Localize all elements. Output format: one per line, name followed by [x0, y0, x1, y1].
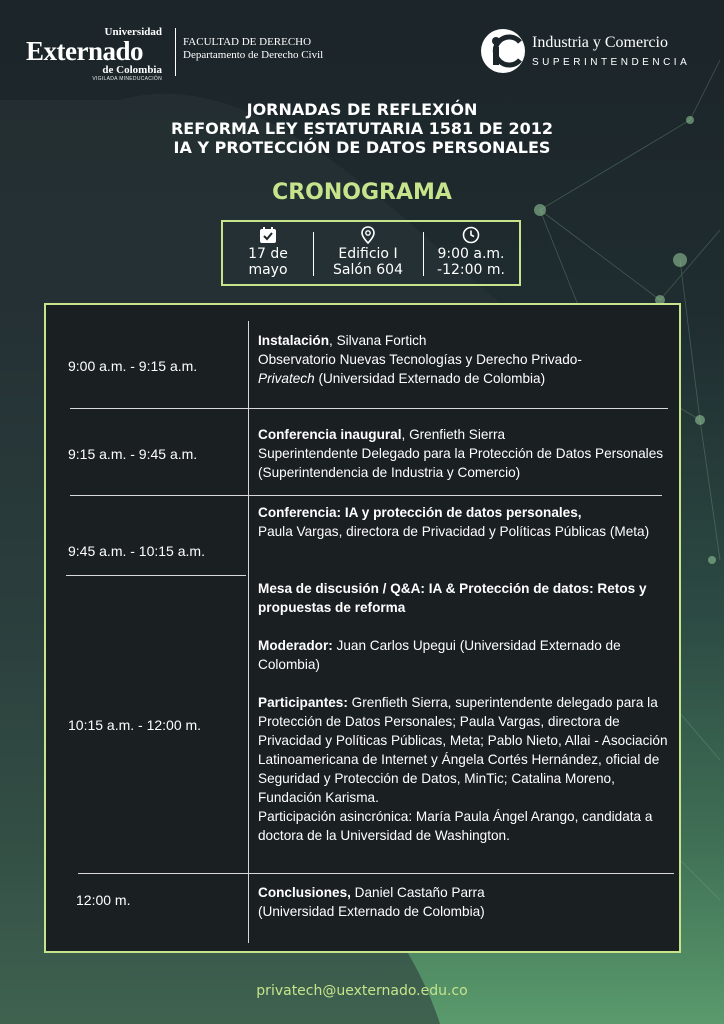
session-speaker: , Grenfieth Sierra — [401, 427, 506, 442]
contact-email[interactable]: privatech@uexternado.edu.co — [256, 983, 468, 999]
schedule-row — [46, 577, 679, 873]
place-line-1: Edificio I — [338, 246, 398, 262]
session-detail: Observatorio Nuevas Tecnologías y Derecho Privado- — [258, 352, 582, 367]
session-detail: (Universidad Externado de Colombia) — [258, 904, 485, 919]
title-line-2: REFORMA LEY ESTATUTARIA 1581 DE 2012 — [170, 119, 554, 138]
faculty-name: FACULTAD DE DERECHO — [183, 36, 312, 48]
participants-text: Grenfieth Sierra, superintendente delegado para la Protección de Datos Personales; Paula Vargas, directora de Privacidad y Políticas Públicas, Meta; Pablo Nieto, Allai - Asociación Latinoamericana de Internet y Ángela Cortés Hernández, oficial de Seguridad y Protección de Datos, MinTic; Catalina Moreno, Fundación Karisma. — [258, 695, 668, 805]
event-info-box — [221, 220, 521, 286]
date-cell — [223, 222, 313, 284]
schedule-row — [46, 497, 679, 575]
place-cell — [313, 222, 423, 284]
schedule-row — [46, 327, 679, 413]
row-separator — [70, 495, 662, 496]
header — [0, 22, 724, 82]
moderator-text: Juan Carlos Upegui (Universidad Externado de Colombia) — [258, 638, 621, 672]
schedule-time: 9:15 a.m. - 9:45 a.m. — [68, 446, 198, 462]
department-name: Departamento de Derecho Civil — [183, 49, 324, 61]
session-title: Mesa de discusión / Q&A: IA & Protección de datos: Retos y propuestas de reforma — [258, 581, 647, 615]
schedule-row — [46, 415, 679, 497]
schedule-description — [258, 883, 674, 921]
session-title: Conclusiones, — [258, 885, 351, 900]
sic-name: Industria y Comercio — [532, 34, 668, 51]
session-title: Conferencia: IA y protección de datos personales, — [258, 505, 582, 520]
time-line-2: -12:00 m. — [437, 262, 505, 278]
session-speaker: Daniel Castaño Parra — [350, 885, 485, 900]
schedule-description — [258, 503, 674, 541]
logo-universidad: Universidad — [104, 26, 162, 38]
session-detail: Paula Vargas, directora de Privacidad y Políticas Públicas (Meta) — [258, 524, 650, 539]
sic-superintendencia: SUPERINTENDENCIA — [532, 57, 691, 68]
header-divider — [175, 28, 176, 76]
place-line-2: Salón 604 — [333, 262, 403, 278]
date-line-2: mayo — [248, 262, 288, 278]
calendar-icon — [259, 226, 277, 244]
schedule-description — [258, 579, 674, 845]
session-title: Instalación — [258, 333, 330, 348]
logo-motto: VIGILADA MINEDUCACIÓN — [92, 76, 162, 82]
session-detail: (Universidad Externado de Colombia) — [314, 371, 546, 386]
row-separator — [70, 408, 668, 409]
time-cell — [423, 222, 519, 284]
moderator-label: Moderador: — [258, 638, 333, 653]
session-title: Conferencia inaugural — [258, 427, 402, 442]
row-separator — [78, 873, 674, 874]
session-detail: Superintendente Delegado para la Protección de Datos Personales (Superintendencia de Industria y Comercio) — [258, 446, 664, 480]
location-pin-icon — [359, 226, 377, 244]
time-line-1: 9:00 a.m. — [437, 246, 505, 262]
event-title — [0, 100, 724, 157]
sic-emblem-icon — [480, 28, 526, 74]
session-detail-italic: Privatech — [258, 371, 315, 386]
schedule-table — [44, 303, 681, 953]
faculty-block — [183, 36, 323, 62]
logo-de-colombia: de Colombia — [102, 64, 162, 76]
title-line-3: IA Y PROTECCIÓN DE DATOS PERSONALES — [173, 138, 551, 157]
schedule-description — [258, 331, 674, 388]
logo-externado: Externado — [26, 36, 143, 66]
clock-icon — [462, 226, 480, 244]
schedule-row — [46, 877, 679, 941]
async-participation: Participación asincrónica: María Paula Ángel Arango, candidata a doctora de la Universidad de Washington. — [258, 809, 653, 843]
participants-label: Participantes: — [258, 695, 348, 710]
sic-logo — [480, 28, 691, 79]
date-line-1: 17 de — [248, 246, 288, 262]
externado-logo — [26, 26, 168, 82]
schedule-time: 12:00 m. — [76, 892, 131, 908]
session-speaker: , Silvana Fortich — [329, 333, 427, 348]
title-line-1: JORNADAS DE REFLEXIÓN — [246, 100, 478, 119]
schedule-description — [258, 425, 674, 482]
schedule-time: 10:15 a.m. - 12:00 m. — [68, 717, 202, 733]
schedule-time: 9:00 a.m. - 9:15 a.m. — [68, 358, 198, 374]
cronograma-heading: CRONOGRAMA — [272, 180, 452, 205]
schedule-time: 9:45 a.m. - 10:15 a.m. — [68, 543, 205, 559]
row-separator — [66, 575, 246, 576]
